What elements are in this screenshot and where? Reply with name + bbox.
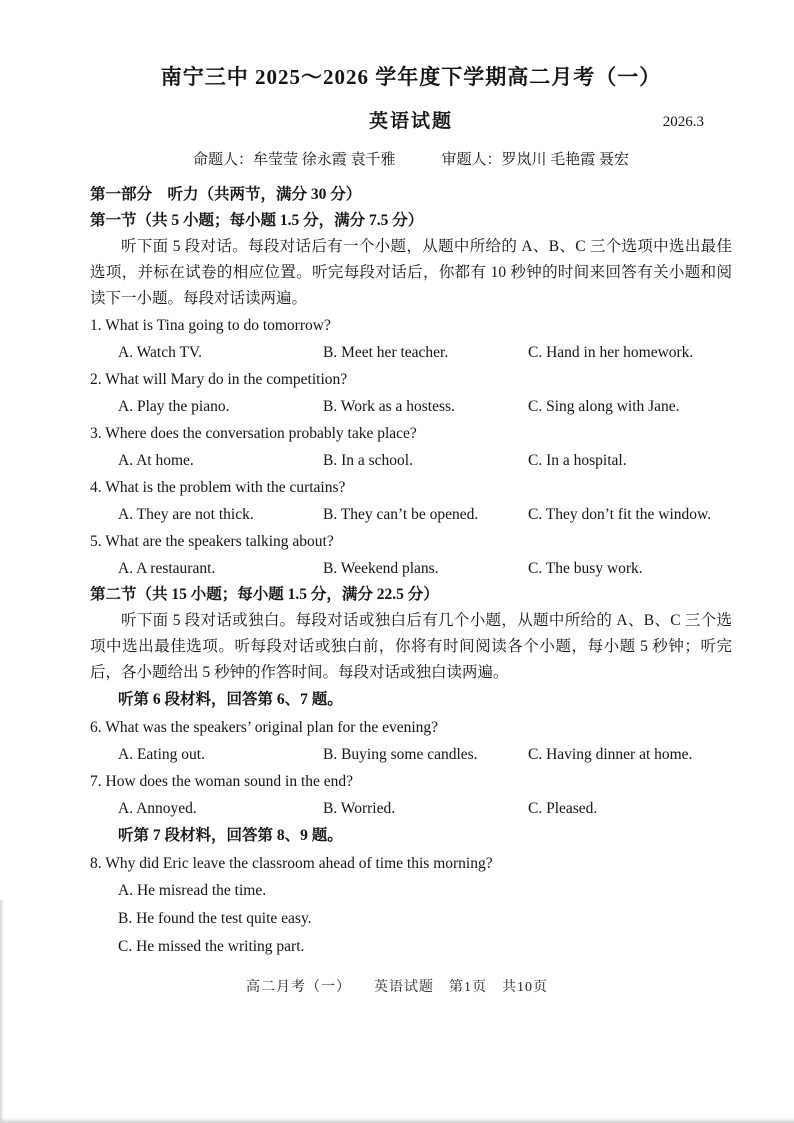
question-stem: 3. Where does the conversation probably take place? (90, 425, 417, 442)
material-7-line: 听第 7 段材料，回答第 8、9 题。 (118, 827, 343, 844)
section2-instructions: 听下面 5 段对话或独白。每段对话或独白后有几个小题，从题中所给的 A、B、C 三个选项中选出最佳选项。听每段对话或独白前，你将有时间阅读各个小题，每小题 5 秒钟；听完后，各小题给出 5 秒钟的作答时间。每段对话或独白读两遍。 (90, 612, 732, 681)
question-2 (90, 366, 732, 420)
question-options (90, 339, 732, 366)
question-options (90, 393, 732, 420)
question-options (90, 741, 732, 768)
option-c: C. They don’t fit the window. (528, 506, 712, 523)
scan-artifact-left (0, 900, 4, 1123)
exam-date: 2026.3 (662, 114, 704, 130)
option-a: A. Watch TV. (118, 344, 203, 361)
reviewers-line: 审题人：罗岚川 毛艳霞 聂宏 (441, 152, 630, 168)
question-stem: 6. What was the speakers’ original plan for the evening? (90, 719, 439, 736)
option-b: B. Weekend plans. (323, 560, 439, 577)
option-b: B. Meet her teacher. (323, 344, 449, 361)
part1-heading: 第一部分 听力（共两节，满分 30 分） (90, 186, 362, 203)
option-b: B. Work as a hostess. (323, 398, 455, 415)
question-4 (90, 474, 732, 528)
section2-heading: 第二节（共 15 小题；每小题 1.5 分，满分 22.5 分） (90, 586, 439, 603)
question-1 (90, 312, 732, 366)
option-b: B. Buying some candles. (323, 746, 478, 763)
option-c: C. Having dinner at home. (528, 746, 693, 763)
option-a: A. A restaurant. (118, 560, 216, 577)
authors-row (90, 148, 732, 172)
option-a: A. Eating out. (118, 746, 205, 763)
material-6-line: 听第 6 段材料，回答第 6、7 题。 (118, 691, 343, 708)
option-c: C. In a hospital. (528, 452, 627, 469)
question-6 (90, 714, 732, 768)
option-a: A. Play the piano. (118, 398, 230, 415)
option-a: A. They are not thick. (118, 506, 254, 523)
setters-line: 命题人：牟莹莹 徐永霞 袁千雅 (192, 152, 396, 168)
question-options (90, 555, 732, 582)
exam-title: 南宁三中 2025～2026 学年度下学期高二月考（一） (160, 65, 662, 89)
question-stem: 7. How does the woman sound in the end? (90, 773, 354, 790)
option-b: B. They can’t be opened. (323, 506, 479, 523)
question-options (90, 501, 732, 528)
question-stem: 8. Why did Eric leave the classroom ahead of time this morning? (90, 855, 493, 872)
question-options (90, 447, 732, 474)
page-footer: 高二月考（一） 英语试题 第1页 共10页 (246, 980, 548, 995)
exam-body (90, 182, 732, 961)
question-3 (90, 420, 732, 474)
option-a: A. He misread the time. (118, 882, 267, 899)
question-stem: 4. What is the problem with the curtains? (90, 479, 346, 496)
subtitle-row (90, 106, 732, 138)
section1-heading: 第一节（共 5 小题；每小题 1.5 分，满分 7.5 分） (90, 212, 424, 229)
option-c: C. Pleased. (528, 800, 598, 817)
exam-subtitle: 英语试题 (368, 111, 453, 132)
question-stem: 5. What are the speakers talking about? (90, 533, 334, 550)
option-c: C. The busy work. (528, 560, 643, 577)
question-8 (90, 850, 732, 961)
option-a: A. At home. (118, 452, 194, 469)
section1-instructions: 听下面 5 段对话。每段对话后有一个小题，从题中所给的 A、B、C 三个选项中选出最佳选项，并标在试卷的相应位置。听完每段对话后，你都有 10 秒钟的时间来回答有关小题和阅读下一小题。每段对话读两遍。 (90, 238, 732, 307)
option-c: C. He missed the writing part. (118, 938, 305, 955)
option-c: C. Hand in her homework. (528, 344, 694, 361)
option-c: C. Sing along with Jane. (528, 398, 680, 415)
option-b: B. He found the test quite easy. (118, 910, 312, 927)
question-5 (90, 528, 732, 582)
option-b: B. In a school. (323, 452, 413, 469)
question-options (90, 795, 732, 822)
question-options (90, 877, 732, 961)
option-a: A. Annoyed. (118, 800, 197, 817)
question-7 (90, 768, 732, 822)
option-b: B. Worried. (323, 800, 396, 817)
scan-artifact-bottom (0, 1118, 794, 1123)
question-stem: 2. What will Mary do in the competition? (90, 371, 348, 388)
question-stem: 1. What is Tina going to do tomorrow? (90, 317, 331, 334)
